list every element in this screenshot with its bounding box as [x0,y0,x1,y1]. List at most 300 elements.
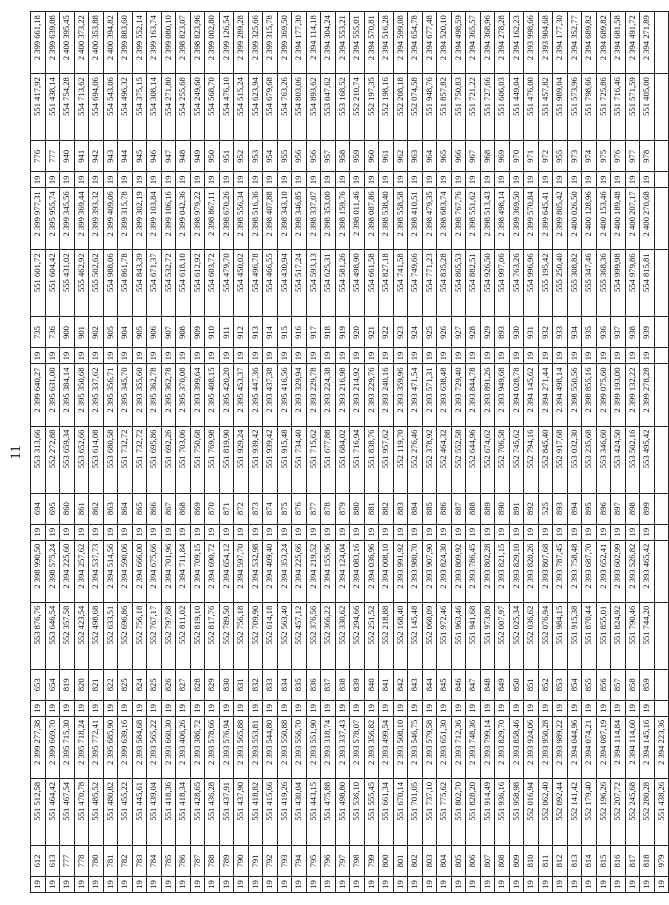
zone-cell: 19 [422,876,437,892]
y-coordinate-cell: 2 393 556,70 [292,716,307,778]
y-coordinate-cell: 2 398 670,26 [219,188,234,250]
point-number-cell: 899 [640,493,655,524]
zone-cell: 19 [248,876,263,892]
point-number-cell: 902 [89,317,104,348]
x-coordinate-cell: 552 145,48 [408,602,423,669]
y-coordinate-cell: 2 395 685,90 [103,716,118,778]
x-coordinate-cell: 554 498,90 [350,250,365,317]
y-coordinate-cell: 2 393 949,68 [495,364,510,426]
zone-cell: 19 [190,876,205,892]
table-row [161,12,176,893]
y-coordinate-cell: 2 394 514,56 [103,540,118,602]
x-coordinate-cell: 554 625,31 [321,250,336,317]
y-coordinate-cell: 2 398 550,56 [567,364,582,426]
table-row [89,12,104,893]
point-number-cell: 862 [89,493,104,524]
x-coordinate-cell: 552 644,96 [466,426,481,493]
y-coordinate-cell: 2 395 453,37 [234,364,249,426]
x-coordinate-cell: 554 999,98 [611,250,626,317]
y-coordinate-cell: 2 393 471,54 [408,364,423,426]
point-number-cell [654,317,669,348]
point-number-cell: 936 [596,317,611,348]
x-coordinate-cell: 554 763,26 [277,74,292,141]
y-coordinate-cell: 2 398 407,88 [263,188,278,250]
point-number-cell: 835 [292,669,307,700]
point-number-cell: 930 [509,317,524,348]
zone-cell: 19 [321,524,336,540]
y-coordinate-cell: 2 398 575,24 [45,540,60,602]
y-coordinate-cell: 2 393 240,16 [379,364,394,426]
x-coordinate-cell: 551 449,04 [509,74,524,141]
y-coordinate-cell: 2 398 558,58 [393,188,408,250]
x-coordinate-cell: 554 997,06 [495,250,510,317]
point-number-cell: 865 [132,493,147,524]
table-row [654,12,669,893]
x-coordinate-cell: 551 963,46 [451,602,466,669]
point-number-cell: 796 [321,845,336,876]
x-coordinate-cell: 552 007,97 [495,602,510,669]
zone-cell: 19 [466,876,481,892]
zone-cell: 19 [495,876,510,892]
point-number-cell: 857 [611,669,626,700]
y-coordinate-cell: 2 394 690,72 [205,540,220,602]
y-coordinate-cell: 2 394 681,58 [611,12,626,74]
point-number-cell: 904 [118,317,133,348]
y-coordinate-cell: 2 393 359,96 [393,364,408,426]
zone-cell: 19 [176,524,191,540]
point-number-cell: 844 [422,669,437,700]
y-coordinate-cell: 2 395 345,70 [118,364,133,426]
zone-cell: 19 [408,348,423,364]
x-coordinate-cell: 551 824,92 [611,602,626,669]
y-coordinate-cell: 2 393 216,98 [335,364,350,426]
table-row [234,12,249,893]
point-number-cell: 918 [321,317,336,348]
x-coordinate-cell: 551 512,58 [31,778,46,845]
zone-cell: 19 [509,348,524,364]
zone-cell: 19 [74,348,89,364]
point-number-cell: 908 [176,317,191,348]
point-number-cell: 801 [393,845,408,876]
table-row [596,12,611,893]
point-number-cell [654,669,669,700]
point-number-cell: 946 [147,141,162,172]
point-number-cell: 795 [306,845,321,876]
point-number-cell: 811 [538,845,553,876]
point-number-cell: 889 [480,493,495,524]
x-coordinate-cell: 555 308,82 [567,250,582,317]
x-coordinate-cell: 554 249,60 [190,74,205,141]
point-number-cell: 868 [176,493,191,524]
zone-cell: 19 [422,700,437,716]
y-coordinate-cell: 2 393 638,48 [437,364,452,426]
y-coordinate-cell: 2 398 343,10 [277,188,292,250]
x-coordinate-cell: 551 445,61 [132,778,147,845]
zone-cell: 19 [161,172,176,188]
y-coordinate-cell: 2 393 729,40 [451,364,466,426]
point-number-cell: 793 [277,845,292,876]
x-coordinate-cell: 554 466,55 [263,250,278,317]
x-coordinate-cell: 552 197,35 [364,74,379,141]
point-number-cell: 826 [161,669,176,700]
x-coordinate-cell: 554 593,13 [306,250,321,317]
y-coordinate-cell: 2 399 661,18 [31,12,46,74]
point-number-cell: 842 [393,669,408,700]
y-coordinate-cell: 2 399 302,19 [132,188,147,250]
table-row [248,12,263,893]
y-coordinate-cell: 2 394 278,28 [495,12,510,74]
x-coordinate-cell: 551 838,76 [364,426,379,493]
y-coordinate-cell: 2 393 651,30 [437,716,452,778]
point-number-cell: 956 [306,141,321,172]
point-number-cell: 783 [132,845,147,876]
point-number-cell: 967 [466,141,481,172]
zone-cell: 19 [582,876,597,892]
zone-cell: 19 [306,700,321,716]
x-coordinate-cell: 552 210,74 [350,74,365,141]
point-number-cell: 870 [205,493,220,524]
y-coordinate-cell: 2 398 479,35 [422,188,437,250]
y-coordinate-cell: 2 400 128,96 [582,188,597,250]
point-number-cell: 867 [161,493,176,524]
x-coordinate-cell: 554 926,50 [480,250,495,317]
zone-cell [654,524,669,540]
zone-cell: 19 [582,700,597,716]
x-coordinate-cell: 553 047,62 [321,74,336,141]
point-number-cell: 829 [205,669,220,700]
point-number-cell: 613 [45,845,60,876]
y-coordinate-cell: 2 398 867,11 [205,188,220,250]
y-coordinate-cell: 2 393 787,45 [553,540,568,602]
point-number-cell: 824 [132,669,147,700]
x-coordinate-cell: 552 168,40 [393,602,408,669]
point-number-cell: 834 [277,669,292,700]
point-number-cell: 886 [437,493,452,524]
x-coordinate-cell: 552 845,40 [538,426,553,493]
y-coordinate-cell: 2 393 844,78 [466,364,481,426]
x-coordinate-cell: 551 443,15 [306,778,321,845]
zone-cell: 19 [132,172,147,188]
point-number-cell: 872 [234,493,249,524]
zone-cell: 19 [451,524,466,540]
zone-cell: 19 [248,524,263,540]
x-coordinate-cell: 551 684,02 [335,426,350,493]
point-number-cell: 929 [480,317,495,348]
x-coordinate-cell: 554 996,96 [524,250,539,317]
x-coordinate-cell: 552 062,40 [538,778,553,845]
zone-cell: 19 [205,876,220,892]
zone-cell: 19 [567,348,582,364]
zone-cell: 19 [234,524,249,540]
x-coordinate-cell: 551 725,86 [596,74,611,141]
zone-cell: 19 [611,524,626,540]
zone-cell: 19 [611,700,626,716]
x-coordinate-cell: 554 375,15 [132,74,147,141]
x-coordinate-cell: 551 418,36 [161,778,176,845]
table-row [45,12,60,893]
point-number-cell: 890 [495,493,510,524]
point-number-cell: 957 [321,141,336,172]
x-coordinate-cell: 551 418,82 [248,778,263,845]
zone-cell: 19 [524,876,539,892]
zone-cell: 19 [292,172,307,188]
table-row [31,12,46,893]
x-coordinate-cell: 551 802,70 [451,778,466,845]
zone-cell: 19 [553,700,568,716]
zone-cell: 19 [74,700,89,716]
y-coordinate-cell: 2 393 355,60 [132,364,147,426]
zone-cell: 19 [364,876,379,892]
y-coordinate-cell: 2 399 106,16 [161,188,176,250]
x-coordinate-cell: 552 709,90 [248,602,263,669]
point-number-cell: 863 [103,493,118,524]
x-coordinate-cell: 554 865,53 [451,250,466,317]
point-number-cell: 972 [538,141,553,172]
point-number-cell: 785 [161,845,176,876]
point-number-cell: 931 [524,317,539,348]
point-number-cell: 525 [538,493,553,524]
zone-cell: 19 [205,172,220,188]
y-coordinate-cell: 2 394 689,82 [582,12,597,74]
table-row [132,12,147,893]
zone-cell: 19 [263,172,278,188]
y-coordinate-cell: 2 395 362,78 [147,364,162,426]
x-coordinate-cell: 552 196,26 [596,778,611,845]
x-coordinate-cell [654,250,669,317]
table-row [74,12,89,893]
x-coordinate-cell: 552 423,54 [74,602,89,669]
y-coordinate-cell: 2 394 711,84 [176,540,191,602]
point-number-cell: 654 [45,669,60,700]
x-coordinate-cell: 552 272,88 [45,426,60,493]
y-coordinate-cell: 2 398 011,46 [350,188,365,250]
point-number-cell: 940 [60,141,75,172]
y-coordinate-cell: 2 394 087,19 [596,716,611,778]
table-row [538,12,553,893]
x-coordinate-cell: 554 843,39 [132,250,147,317]
y-coordinate-cell: 2 399 193,00 [611,364,626,426]
point-number-cell: 977 [625,141,640,172]
table-row [437,12,452,893]
x-coordinate-cell: 551 798,66 [582,74,597,141]
zone-cell: 19 [147,700,162,716]
zone-cell: 19 [60,876,75,892]
point-number-cell: 909 [190,317,205,348]
point-number-cell: 843 [408,669,423,700]
table-row [205,12,220,893]
x-coordinate-cell: 551 941,68 [466,602,481,669]
x-coordinate-cell: 553 652,66 [74,426,89,493]
zone-cell: 19 [466,348,481,364]
x-coordinate-cell: 552 706,58 [495,426,510,493]
y-coordinate-cell: 2 393 526,82 [625,540,640,602]
x-coordinate-cell: 554 835,28 [437,250,452,317]
zone-cell: 19 [379,876,394,892]
table-row [292,12,307,893]
point-number-cell: 827 [176,669,191,700]
x-coordinate-cell: 551 716,94 [350,426,365,493]
x-coordinate-cell: 551 430,04 [292,778,307,845]
x-coordinate-cell: 551 536,10 [350,778,365,845]
zone-cell: 19 [277,172,292,188]
y-coordinate-cell: 2 393 712,36 [451,716,466,778]
y-coordinate-cell: 2 394 008,10 [379,540,394,602]
y-coordinate-cell: 2 393 807,68 [538,540,553,602]
y-coordinate-cell [654,12,669,74]
x-coordinate-cell: 552 016,94 [524,778,539,845]
x-coordinate-cell: 553 168,52 [335,74,350,141]
zone-cell: 19 [335,524,350,540]
y-coordinate-cell: 2 395 715,30 [60,716,75,778]
x-coordinate-cell: 551 750,83 [451,74,466,141]
y-coordinate-cell: 2 393 824,30 [437,540,452,602]
table-row [219,12,234,893]
zone-cell: 19 [176,348,191,364]
x-coordinate-cell: 551 915,38 [567,602,582,669]
x-coordinate-cell: 552 917,68 [553,426,568,493]
x-coordinate-cell: 554 861,78 [118,250,133,317]
point-number-cell: 838 [335,669,350,700]
zone-cell: 19 [248,348,263,364]
point-number-cell: 916 [292,317,307,348]
x-coordinate-cell: 552 218,88 [379,602,394,669]
y-coordinate-cell: 2 394 516,28 [379,12,394,74]
x-coordinate-cell: 551 437,91 [219,778,234,845]
zone-cell: 19 [176,700,191,716]
y-coordinate-cell: 2 394 124,04 [335,540,350,602]
zone-cell: 19 [248,172,263,188]
zone-cell: 19 [45,172,60,188]
x-coordinate-cell: 551 769,98 [205,426,220,493]
x-coordinate-cell [654,426,669,493]
x-coordinate-cell: 552 366,22 [321,602,336,669]
x-coordinate-cell: 551 716,46 [611,74,626,141]
zone-cell: 19 [437,172,452,188]
zone-cell: 19 [364,172,379,188]
point-number-cell: 883 [393,493,408,524]
zone-cell: 19 [509,876,524,892]
zone-cell: 19 [161,700,176,716]
point-number-cell: 938 [625,317,640,348]
point-number-cell: 965 [437,141,452,172]
point-number-cell: 814 [582,845,597,876]
zone-cell: 19 [611,172,626,188]
point-number-cell: 813 [567,845,582,876]
zone-cell: 19 [524,172,539,188]
table-row [422,12,437,893]
zone-cell: 19 [567,524,582,540]
y-coordinate-cell: 2 398 513,43 [480,188,495,250]
zone-cell: 19 [640,876,655,892]
point-number-cell: 839 [350,669,365,700]
point-number-cell: 898 [625,493,640,524]
x-coordinate-cell: 552 060,09 [422,602,437,669]
point-number-cell: 963 [408,141,423,172]
x-coordinate-cell: 551 775,62 [437,778,452,845]
zone-cell: 19 [335,348,350,364]
zone-cell: 19 [74,172,89,188]
x-coordinate-cell: 551 439,04 [147,778,162,845]
y-coordinate-cell: 2 395 631,00 [45,364,60,426]
x-coordinate-cell: 554 476,10 [219,74,234,141]
x-coordinate-cell: 551 476,00 [524,74,539,141]
point-number-cell: 815 [596,845,611,876]
point-number-cell: 735 [31,317,46,348]
zone-cell: 19 [31,348,46,364]
table-row [350,12,365,893]
point-number-cell: 869 [190,493,205,524]
y-coordinate-cell: 2 400 026,50 [567,188,582,250]
zone-cell: 19 [234,876,249,892]
zone-cell: 19 [495,348,510,364]
zone-cell: 19 [538,524,553,540]
point-number-cell: 933 [553,317,568,348]
y-coordinate-cell: 2 399 639,08 [45,12,60,74]
y-coordinate-cell: 2 400 373,22 [74,12,89,74]
zone-cell: 19 [393,172,408,188]
point-number-cell: 944 [118,141,133,172]
x-coordinate-cell: 554 603,72 [205,250,220,317]
x-coordinate-cell: 554 517,24 [292,250,307,317]
y-coordinate-cell: 2 399 075,60 [596,364,611,426]
point-number-cell: 915 [277,317,292,348]
point-number-cell: 836 [306,669,321,700]
zone-cell: 19 [596,700,611,716]
y-coordinate-cell: 2 394 271,44 [538,364,553,426]
zone-cell: 19 [596,524,611,540]
point-number-cell: 893 [495,317,510,348]
y-coordinate-cell: 2 395 420,20 [219,364,234,426]
y-coordinate-cell: 2 393 399,64 [190,364,205,426]
point-number-cell: 922 [379,317,394,348]
x-coordinate-cell: 551 855,01 [596,602,611,669]
y-coordinate-cell: 2 393 579,58 [422,716,437,778]
point-number-cell: 958 [335,141,350,172]
x-coordinate-cell: 554 623,94 [248,74,263,141]
point-number-cell: 905 [132,317,147,348]
zone-cell: 19 [437,348,452,364]
zone-cell: 19 [205,348,220,364]
point-number-cell: 968 [480,141,495,172]
y-coordinate-cell: 2 393 229,78 [306,364,321,426]
y-coordinate-cell: 2 393 356,82 [364,716,379,778]
y-coordinate-cell: 2 398 823,07 [176,12,191,74]
point-number-cell: 846 [451,669,466,700]
x-coordinate-cell: 552 811,02 [176,602,191,669]
point-number-cell: 912 [234,317,249,348]
zone-cell: 19 [190,172,205,188]
y-coordinate-cell: 2 393 214,92 [350,364,365,426]
x-coordinate-cell: 552 036,62 [524,602,539,669]
y-coordinate-cell: 2 399 393,32 [89,188,104,250]
point-number-cell: 927 [451,317,466,348]
point-number-cell: 850 [509,669,524,700]
y-coordinate-cell: 2 399 669,70 [45,716,60,778]
zone-cell: 19 [582,348,597,364]
y-coordinate-cell: 2 393 989,22 [553,716,568,778]
zone-cell [654,700,669,716]
point-number-cell: 914 [263,317,278,348]
y-coordinate-cell: 2 394 654,78 [408,12,423,74]
x-coordinate-cell: 554 450,02 [234,250,249,317]
point-number-cell: 964 [422,141,437,172]
x-coordinate-cell: 554 741,58 [393,250,408,317]
zone-cell: 19 [118,876,133,892]
x-coordinate-cell: 551 571,59 [625,74,640,141]
point-number-cell: 799 [364,845,379,876]
point-number-cell: 776 [31,141,46,172]
point-number-cell: 809 [509,845,524,876]
